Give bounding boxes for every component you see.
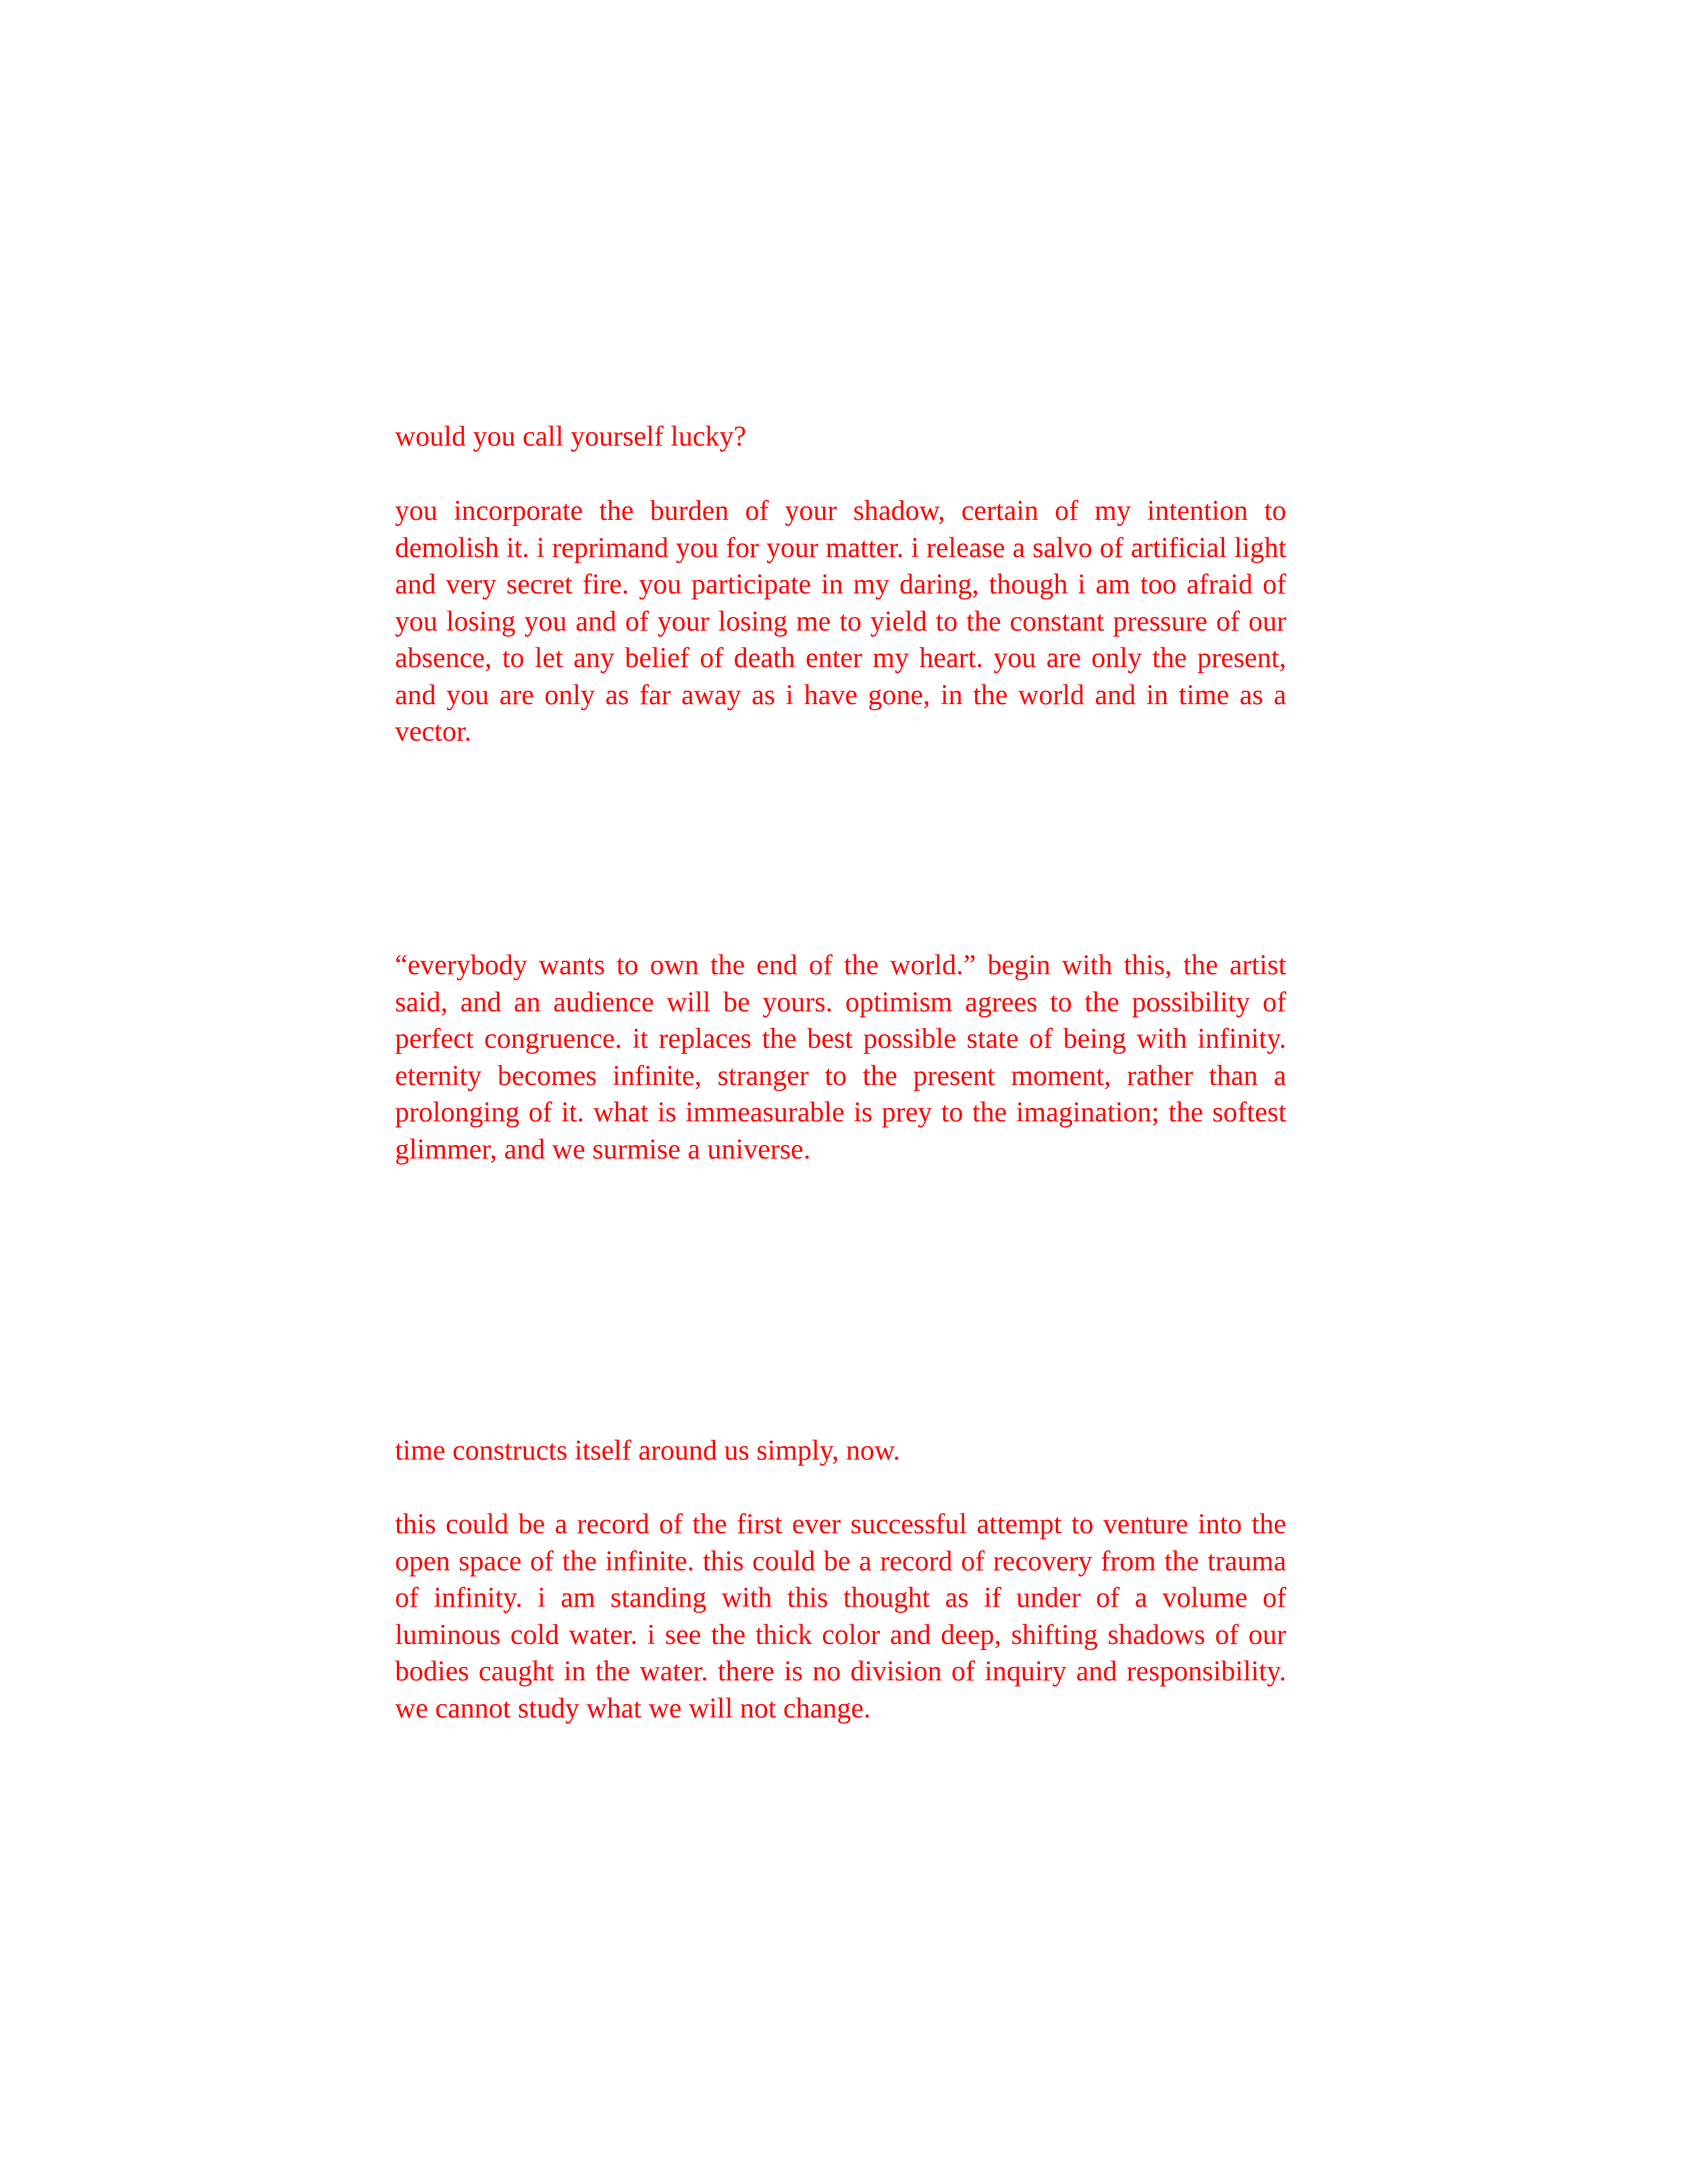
section-1-heading: would you call yourself lucky? (395, 421, 747, 452)
section-3-heading: time constructs itself around us simply, now. (395, 1435, 901, 1466)
section-1-body: you incorporate the burden of your shadow, certain of my intention to demolish it. i reprimand you for your matter. i release a salvo of artificial light and very secret fire. you participate in my daring, though i am too afraid of you losing you and of your losing me to yield to the constant pressure of our absence, to let any belief of death enter my heart. you are only the present, and you are only as far away as i have gone, in the world and in time as a vector. (395, 496, 1286, 747)
section-3-body: this could be a record of the first ever successful attempt to venture into the open space of the infinite. this could be a record of recovery from the trauma of infinity. i am standing with this thought as if under of a volume of luminous cold water. i see the thick color and deep, shifting shadows of our bodies caught in the water. there is no division of inquiry and responsibility. we cannot study what we will not change. (395, 1509, 1286, 1724)
section-2-body: “everybody wants to own the end of the world.” begin with this, the artist said, and an audience will be yours. optimism agrees to the possibility of perfect congruence. it replaces the best possible state of being with infinity. eternity becomes infinite, stranger to the present moment, rather than a prolonging of it. what is immeasurable is prey to the imagination; the softest glimmer, and we surmise a universe. (395, 950, 1286, 1165)
